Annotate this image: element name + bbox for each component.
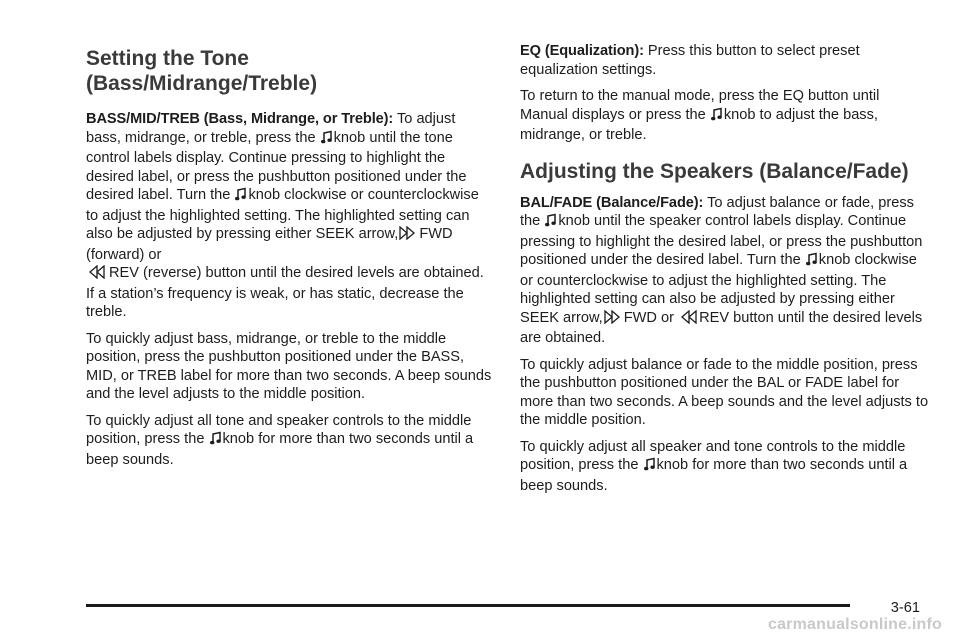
manual-mode-paragraph	[520, 87, 930, 145]
quick-adjust-balance-paragraph: To quickly adjust balance or fade to the middle position, press the pushbutton positioned under the BAL or FADE label for more than two seconds. A beep sounds and the level adjusts to the middle position.	[520, 356, 929, 428]
bal-fade-paragraph	[520, 194, 930, 348]
tone-heading-line2: (Bass/Midrange/Treble)	[86, 72, 318, 95]
tune-knob-icon	[806, 252, 817, 272]
tune-knob-icon	[545, 213, 556, 233]
text-run: knob clockwise or counterclockwise to adjust the highlighted setting. The highlighted setting can also be adjusted by pressing either SEEK arrow,	[86, 187, 479, 242]
text-run: knob for more than two seconds until a beep sounds.	[86, 431, 474, 468]
footer-rule	[86, 604, 850, 607]
text-run: FWD or	[623, 309, 679, 326]
text-run: To return to the manual mode, press the EQ button until Manual displays or press the	[520, 88, 880, 123]
tune-knob-icon	[235, 187, 246, 207]
bass-mid-treb-paragraph	[86, 110, 494, 322]
eq-lead: EQ (Equalization):	[520, 43, 644, 59]
text-run: To quickly adjust all tone and speaker controls to the middle position, press the	[86, 412, 472, 447]
quick-adjust-tone-paragraph: To quickly adjust bass, midrange, or treble to the middle position, press the pushbutton positioned under the BASS, MID, or TREB label for more than two seconds. A beep sounds and the level adjusts to the middle position.	[86, 330, 492, 402]
text-run: To adjust balance or fade, press the	[520, 194, 914, 229]
watermark: carmanualsonline.info	[767, 616, 942, 633]
tune-knob-icon	[321, 130, 332, 150]
seek-forward-icon	[604, 310, 622, 330]
text-run: knob until the tone control labels display. Continue pressing to highlight the desired label, or press the pushbutton positioned under the desired label. Turn the	[86, 129, 467, 203]
text-run: REV (reverse) button until the desired levels are obtained. If a station’s frequency is weak, or has static, decrease the treble.	[86, 265, 484, 320]
quick-adjust-speaker-paragraph	[520, 438, 930, 496]
text-run: REV button until the desired levels are obtained.	[520, 309, 923, 346]
left-column	[86, 42, 494, 477]
page-number: 3-61	[890, 600, 920, 616]
tune-knob-icon	[644, 457, 655, 477]
text-run: knob clockwise or counterclockwise to adjust the highlighted setting. The highlighted setting can also be adjusted by pressing either SEEK arrow,	[520, 252, 917, 326]
tune-knob-icon	[711, 107, 722, 127]
text-run: knob for more than two seconds until a beep sounds.	[520, 457, 908, 494]
speakers-heading: Adjusting the Speakers (Balance/Fade)	[520, 159, 909, 183]
right-column	[520, 42, 930, 503]
eq-paragraph	[520, 42, 930, 79]
seek-forward-icon	[399, 226, 417, 246]
bass-mid-treb-lead: BASS/MID/TREB (Bass, Midrange, or Treble):	[86, 111, 394, 127]
bal-fade-lead: BAL/FADE (Balance/Fade):	[520, 194, 704, 211]
seek-reverse-icon	[679, 310, 697, 330]
tone-heading	[86, 46, 494, 96]
quick-adjust-all-paragraph	[86, 412, 494, 470]
tune-knob-icon	[210, 431, 221, 451]
text-run: knob to adjust the bass, midrange, or treble.	[520, 106, 878, 143]
text-run: Press this button to select preset equalization settings.	[520, 43, 860, 78]
text-run: knob until the speaker control labels display. Continue pressing to highlight the desired label, or press the pushbutton positioned under the desired label. Turn the	[520, 213, 923, 268]
text-run: To quickly adjust all speaker and tone controls to the middle position, press the	[520, 438, 906, 473]
tone-heading-line1: Setting the Tone	[86, 47, 249, 70]
seek-reverse-icon	[87, 265, 107, 285]
text-run: To adjust bass, midrange, or treble, press the	[86, 111, 456, 146]
text-run: FWD (forward) or	[86, 226, 453, 263]
